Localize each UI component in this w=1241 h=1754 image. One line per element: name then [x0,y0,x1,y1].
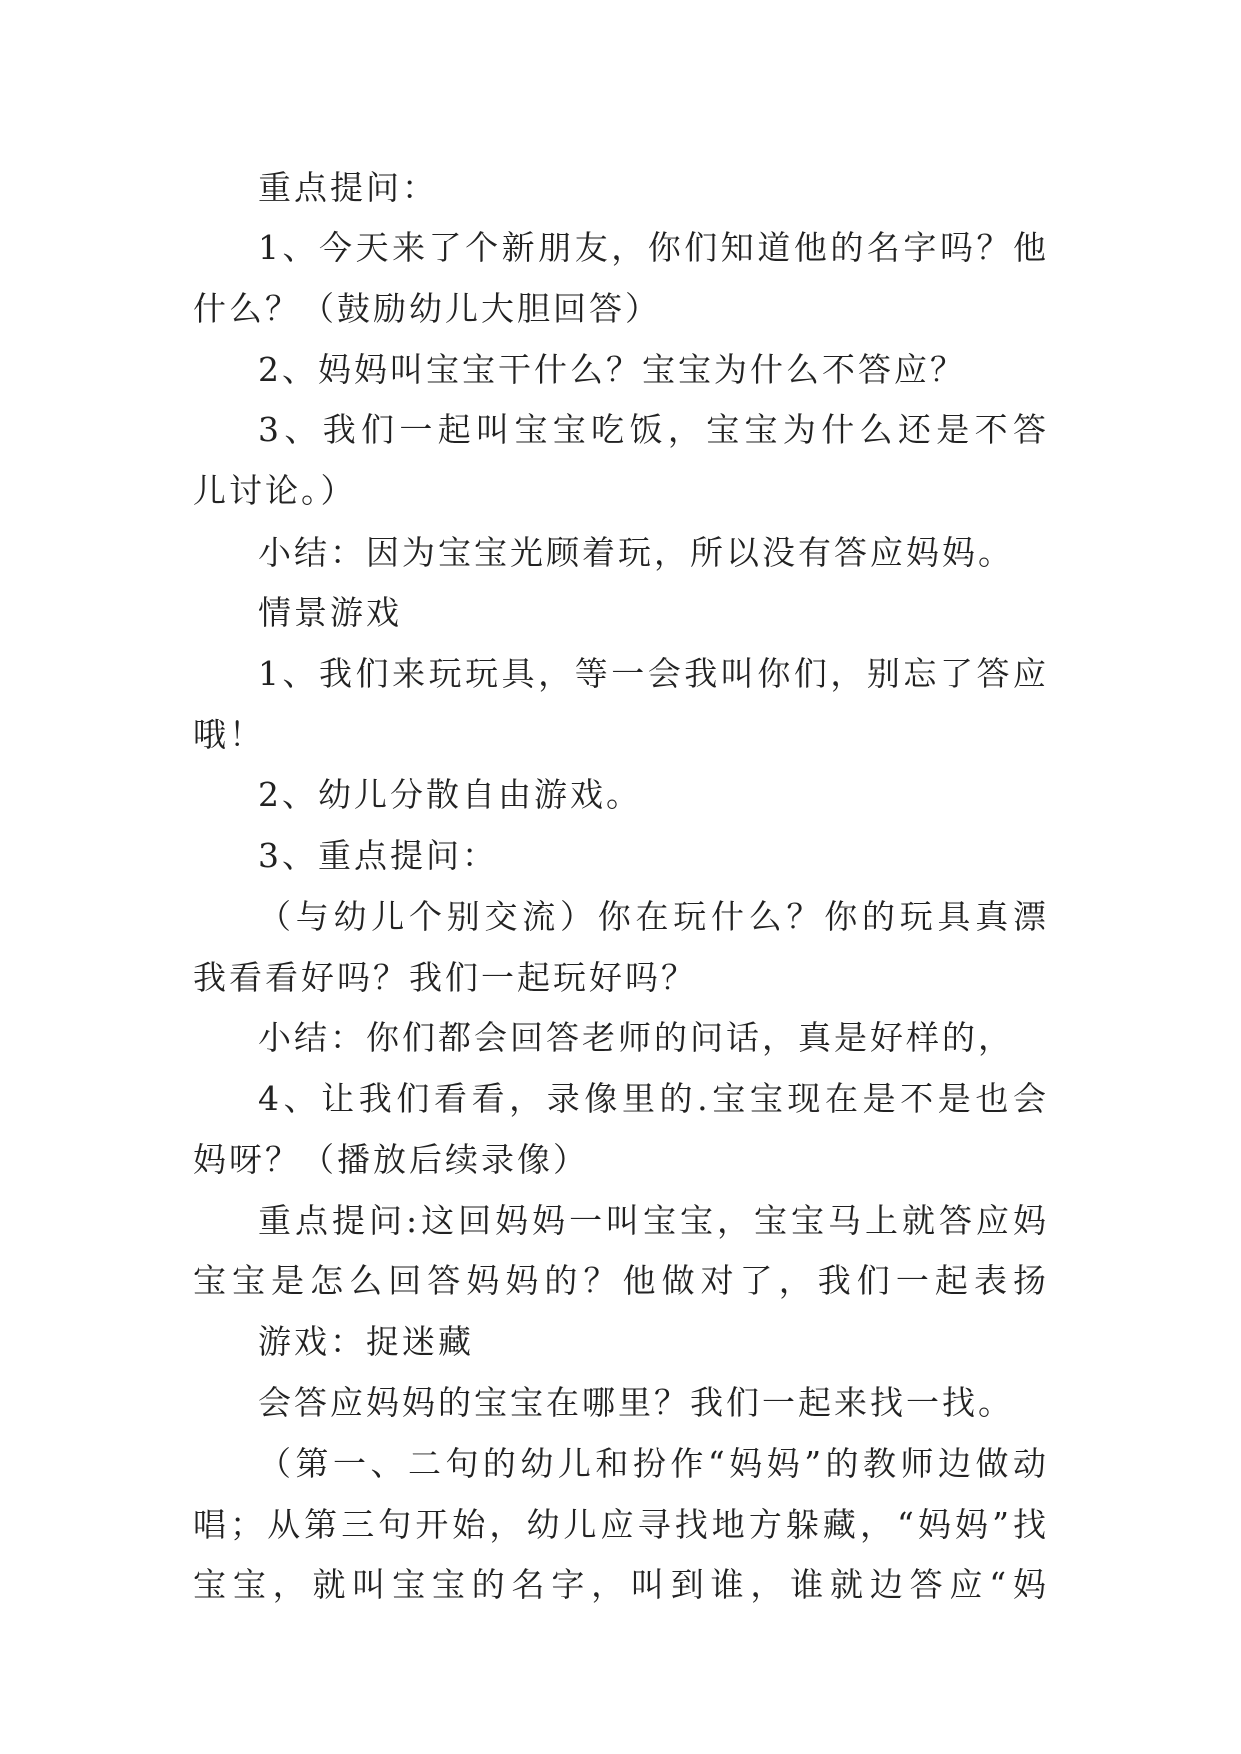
paragraph-line: 3、重点提问： [258,836,498,875]
section-heading: 游戏：捉迷藏 [258,1322,474,1361]
paragraph-line: 我看看好吗？我们一起玩好吗？ [193,958,697,997]
paragraph-line: 什么？（鼓励幼儿大胆回答） [193,289,661,328]
paragraph-line: （与幼儿个别交流）你在玩什么？你的玩具真漂 [258,897,1049,936]
paragraph-line: 唱；从第三句开始，幼儿应寻找地方躲藏，“妈妈”找 [193,1505,1049,1544]
paragraph-line: 重点提问： [258,168,438,207]
paragraph-line: 哦！ [193,715,265,754]
paragraph-line: 妈呀？（播放后续录像） [193,1140,589,1179]
paragraph-line: 小结：你们都会回答老师的问话，真是好样的， [258,1018,1014,1057]
section-heading: 情景游戏 [258,593,402,632]
paragraph-line: 1、今天来了个新朋友，你们知道他的名字吗？他 [258,228,1049,267]
paragraph-line: 重点提问:这回妈妈一叫宝宝，宝宝马上就答应妈 [258,1201,1049,1240]
paragraph-line: 2、幼儿分散自由游戏。 [258,775,642,814]
paragraph-line: 4、让我们看看，录像里的.宝宝现在是不是也会 [258,1079,1049,1118]
paragraph-line: 1、我们来玩玩具，等一会我叫你们，别忘了答应 [258,654,1049,693]
paragraph-line: 会答应妈妈的宝宝在哪里？我们一起来找一找。 [258,1383,1014,1422]
paragraph-line: 3、我们一起叫宝宝吃饭，宝宝为什么还是不答 [258,410,1049,449]
paragraph-line: 宝宝是怎么回答妈妈的？他做对了，我们一起表扬 [193,1261,1049,1300]
paragraph-line: 宝宝，就叫宝宝的名字，叫到谁，谁就边答应“妈 [193,1565,1049,1604]
paragraph-line: 儿讨论。） [193,471,357,510]
paragraph-line: （第一、二句的幼儿和扮作“妈妈”的教师边做动 [258,1444,1049,1483]
paragraph-line: 小结：因为宝宝光顾着玩，所以没有答应妈妈。 [258,533,1014,572]
paragraph-line: 2、妈妈叫宝宝干什么？宝宝为什么不答应？ [258,350,966,389]
